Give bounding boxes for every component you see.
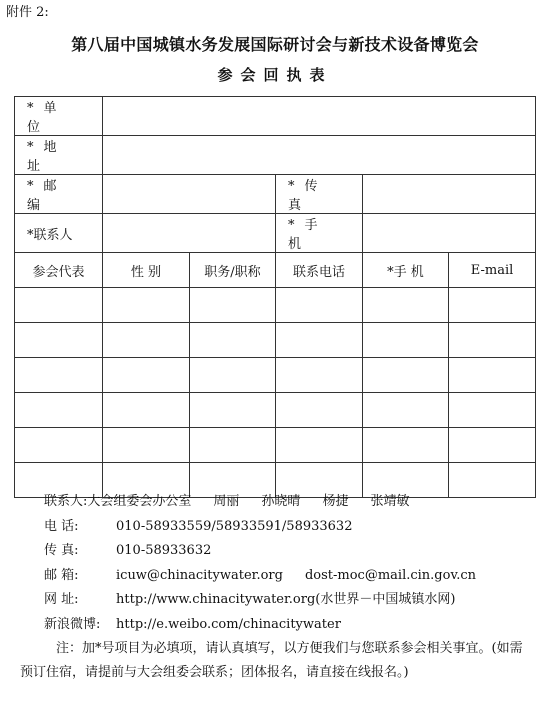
attendee-cell[interactable] [276,393,363,428]
email-line [44,564,476,589]
weibo-label: 新浪微博: [44,616,101,632]
postcode-field[interactable] [103,175,276,214]
col-header-email: E-mail [449,253,536,288]
address-field[interactable] [103,136,536,175]
phone-label: 电 话: [44,518,79,534]
attendee-cell[interactable] [276,288,363,323]
attendee-cell[interactable] [103,393,190,428]
attendee-row [15,288,536,323]
mobile-field[interactable] [363,214,536,253]
col-header-mobile: *手 机 [363,253,449,288]
attendee-cell[interactable] [103,358,190,393]
document-title: 第八届中国城镇水务发展国际研讨会与新技术设备博览会 [71,35,479,54]
attendee-cell[interactable] [449,288,536,323]
attendee-cell[interactable] [449,393,536,428]
unit-label: *单 位 [15,97,103,136]
contact-name: 张靖敏 [370,494,410,509]
attendee-cell[interactable] [276,323,363,358]
website-line [44,588,476,613]
contacts-line [44,490,476,515]
postcode-label: *邮 编 [15,175,103,214]
contact-name: 周丽 [213,494,240,509]
attendee-cell[interactable] [449,358,536,393]
col-header-phone: 联系电话 [276,253,363,288]
website-note: (水世界－中国城镇水网) [315,592,456,607]
mobile-label: *手 机 [276,214,363,253]
attendee-cell[interactable] [363,428,449,463]
phone-value: 010-58933559/58933591/58933632 [116,518,353,534]
attendee-cell[interactable] [276,428,363,463]
attendee-cell[interactable] [103,323,190,358]
fax-field[interactable] [363,175,536,214]
attendee-cell[interactable] [363,323,449,358]
email-link[interactable]: dost-moc@mail.cin.gov.cn [304,567,477,583]
website-label: 网 址: [44,592,79,607]
contact-info [44,490,476,637]
attendee-cell[interactable] [15,428,103,463]
unit-row [15,97,536,136]
email-link[interactable]: icuw@chinacitywater.org [116,567,283,583]
fax-info-label: 传 真: [44,543,79,558]
form-subtitle: 参会回执表 [217,66,333,84]
col-header-gender: 性 别 [103,253,190,288]
attendee-cell[interactable] [449,428,536,463]
attachment-label: 附件 2: [6,5,49,20]
postcode-fax-row [15,175,536,214]
attendee-cell[interactable] [15,393,103,428]
attendee-cell[interactable] [190,288,276,323]
contacts-label: 联系人: [44,494,88,509]
attendee-header-row [15,253,536,288]
footnote: 注：加*号项目为必填项，请认真填写，以方便我们与您联系参会相关事宜。(如需预订住宿，请提前与大会组委会联系；团体报名，请直接在线报名。) [20,641,523,680]
attendee-cell[interactable] [15,323,103,358]
contact-name: 杨捷 [322,494,349,509]
attendee-cell[interactable] [15,288,103,323]
email-label: 邮 箱: [44,567,79,583]
attendee-cell[interactable] [190,358,276,393]
weibo-line [44,613,476,638]
contact-person-field[interactable] [103,214,276,253]
fax-line [44,539,476,564]
attendee-row [15,428,536,463]
attendee-cell[interactable] [276,358,363,393]
contact-mobile-row [15,214,536,253]
attendee-cell[interactable] [103,288,190,323]
attendee-cell[interactable] [363,393,449,428]
contact-name: 孙晓晴 [261,494,301,509]
contact-person-label: *联系人 [15,214,103,253]
phone-line [44,515,476,540]
contacts-office: 大会组委会办公室 [87,494,192,509]
attendee-row [15,393,536,428]
attendee-cell[interactable] [103,428,190,463]
attendee-cell[interactable] [190,323,276,358]
attendee-cell[interactable] [363,358,449,393]
unit-field[interactable] [103,97,536,136]
website-link[interactable]: http://www.chinacitywater.org [116,592,316,607]
attendee-cell[interactable] [190,393,276,428]
attendee-row [15,358,536,393]
registration-form-table [14,96,536,498]
address-label: *地 址 [15,136,103,175]
col-header-attendee: 参会代表 [15,253,103,288]
address-row [15,136,536,175]
weibo-link[interactable]: http://e.weibo.com/chinacitywater [116,616,341,632]
attendee-cell[interactable] [190,428,276,463]
attendee-row [15,323,536,358]
fax-label: *传 真 [276,175,363,214]
attendee-cell[interactable] [15,358,103,393]
attendee-cell[interactable] [363,288,449,323]
fax-value: 010-58933632 [116,543,212,558]
col-header-position: 职务/职称 [190,253,276,288]
attendee-cell[interactable] [449,323,536,358]
